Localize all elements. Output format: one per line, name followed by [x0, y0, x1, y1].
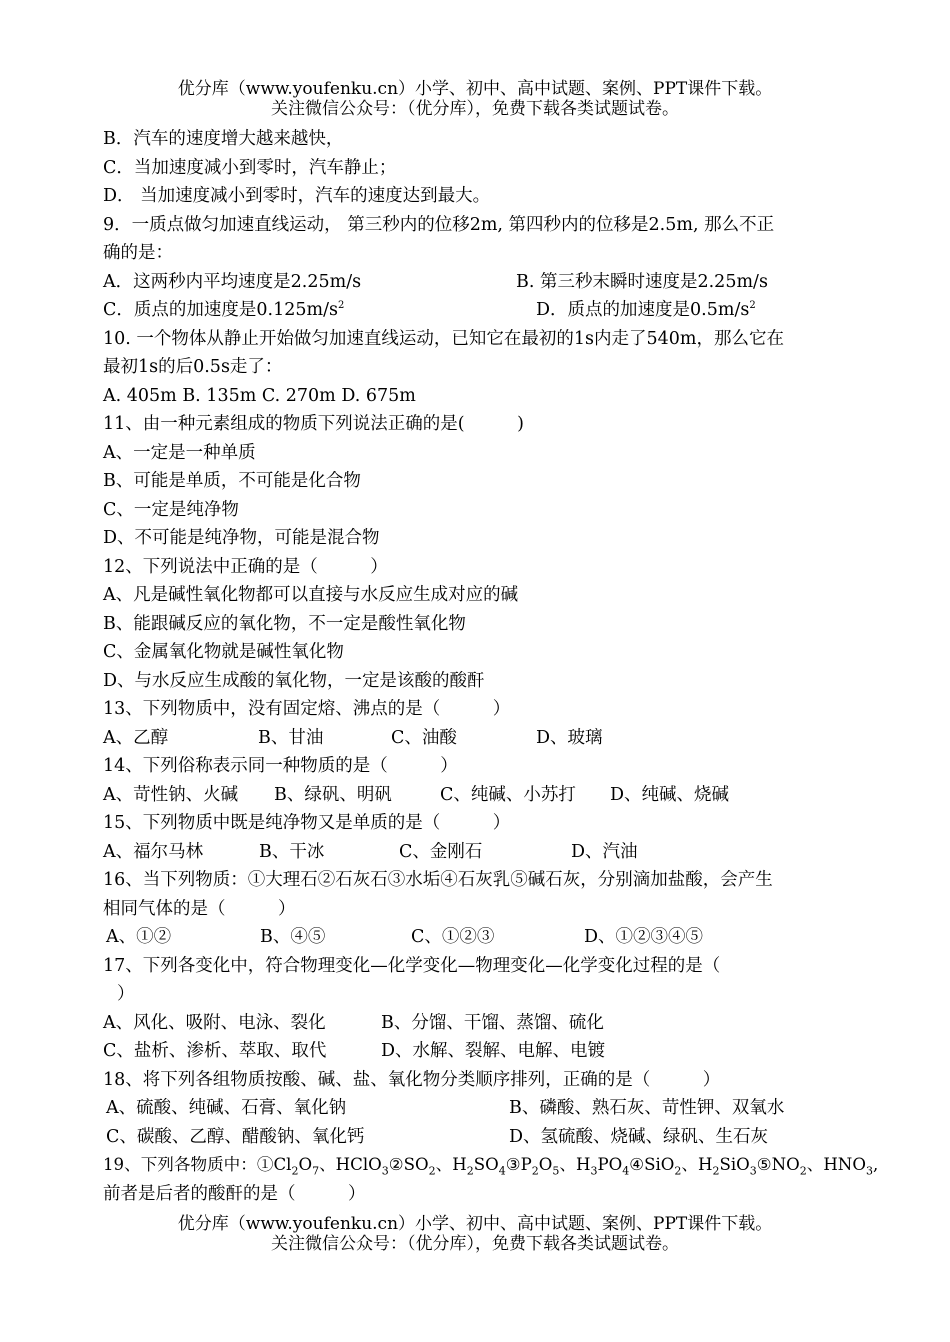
q18-stem: 18、将下列各组物质按酸、碱、盐、氧化物分类顺序排列，正确的是（ ）: [103, 1070, 721, 1090]
q19-formula-10: 、HNO: [806, 1155, 866, 1174]
q18-option-b: B、磷酸、熟石灰、苛性钾、双氧水: [509, 1098, 785, 1118]
q19-formula-4b: SO: [473, 1155, 499, 1174]
q14-option-c: C、纯碱、小苏打: [440, 785, 576, 805]
q12-stem: 12、下列说法中正确的是（ ）: [103, 557, 388, 577]
q10-stem-line1: 10. 一个物体从静止开始做匀加速直线运动，已知它在最初的1s内走了540m，那么它在: [103, 329, 785, 349]
q15-option-a: A、福尔马林: [103, 842, 204, 862]
q19-formula-4b-sub: 4: [498, 1164, 506, 1178]
q13-option-a: A、乙醇: [103, 728, 169, 748]
q19-formula-7-sub: 2: [674, 1164, 682, 1178]
q17-option-a: A、风化、吸附、电泳、裂化: [103, 1013, 326, 1033]
q19-formula-4: 、H: [435, 1155, 467, 1174]
q8-option-b: B．汽车的速度增大越来越快，: [103, 129, 344, 149]
q15-option-d: D、汽油: [571, 842, 638, 862]
q19-formula-4-sub: 2: [466, 1164, 474, 1178]
q16-option-b: B、④⑤: [260, 927, 326, 947]
q15-stem: 15、下列物质中既是纯净物又是单质的是（ ）: [103, 813, 511, 833]
q18-option-a: A、硫酸、纯碱、石膏、氧化钠: [106, 1098, 347, 1118]
q17-option-b: B、分馏、干馏、蒸馏、硫化: [381, 1013, 604, 1033]
q16-option-a: A、①②: [106, 927, 172, 947]
q19-formula-5-sub: 2: [531, 1164, 539, 1178]
q13-stem: 13、下列物质中，没有固定熔、沸点的是（ ）: [103, 699, 511, 719]
q16-option-d: D、①②③④⑤: [584, 927, 704, 947]
q19-formula-3: ②SO: [388, 1155, 429, 1174]
q14-stem: 14、下列俗称表示同一种物质的是（ ）: [103, 756, 458, 776]
q10-stem-line2: 最初1s的后0.5s走了：: [103, 357, 283, 377]
q19-formula-9: ⑤NO: [756, 1155, 800, 1174]
q18-option-d: D、氢硫酸、烧碱、绿矾、生石灰: [509, 1127, 769, 1147]
q12-option-c: C、金属氧化物就是碱性氧化物: [103, 642, 344, 662]
q11-option-d: D、不可能是纯净物，可能是混合物: [103, 528, 380, 548]
q19-lead: 19、下列各物质中：①: [103, 1155, 274, 1174]
q19-formula-2: 、HClO: [319, 1155, 382, 1174]
q19-formula-2-sub: 3: [381, 1164, 389, 1178]
q16-stem-line2: 相同气体的是（ ）: [103, 899, 296, 919]
q9-option-d-text: D．质点的加速度是0.5m/s: [536, 300, 750, 320]
q9-option-d: [536, 298, 756, 322]
q19-formula-10-sub: 3: [865, 1164, 873, 1178]
q14-option-a: A、苛性钠、火碱: [103, 785, 239, 805]
q19-formula-6: 、H: [559, 1155, 591, 1174]
q17-option-d: D、水解、裂解、电解、电镀: [381, 1041, 606, 1061]
q19-formula-6b: PO: [597, 1155, 623, 1174]
q19-formula-8b: SiO: [719, 1155, 750, 1174]
q13-option-c: C、油酸: [391, 728, 457, 748]
q19-formula-8-sub: 2: [712, 1164, 720, 1178]
q13-option-d: D、玻璃: [536, 728, 603, 748]
q19-stem-line2: 前者是后者的酸酐的是（ ）: [103, 1184, 366, 1204]
q14-option-b: B、绿矾、明矾: [274, 785, 392, 805]
q11-option-b: B、可能是单质，不可能是化合物: [103, 471, 361, 491]
q9-option-c-exponent: 2: [337, 300, 345, 312]
footer-site-line: 优分库（www.youfenku.cn）小学、初中、高中试题、案例、PPT课件下载。: [177, 1214, 773, 1234]
q9-option-c-text: C．质点的加速度是0.125m/s: [103, 300, 338, 320]
q17-stem-line1: 17、下列各变化中，符合物理变化—化学变化—物理变化—化学变化过程的是（: [103, 956, 721, 976]
q19-formula-5b: O: [538, 1155, 553, 1174]
q15-option-b: B、干冰: [259, 842, 325, 862]
q19-formula-5b-sub: 5: [552, 1164, 560, 1178]
q19-formula-1b: O: [298, 1155, 313, 1174]
q15-option-c: C、金刚石: [399, 842, 483, 862]
q12-option-a: A、凡是碱性氧化物都可以直接与水反应生成对应的碱: [103, 585, 519, 605]
q16-stem-line1: 16、当下列物质：①大理石②石灰石③水垢④石灰乳⑤碱石灰，分别滴加盐酸，会产生: [103, 870, 773, 890]
header-wechat-line: 关注微信公众号：（优分库），免费下载各类试题试卷。: [271, 99, 679, 119]
q9-option-a: A．这两秒内平均速度是2.25m/s: [103, 272, 362, 292]
q9-stem-line2: 确的是：: [103, 243, 173, 263]
q19-formula-7: ④SiO: [629, 1155, 675, 1174]
q19-formula-1-sub: 2: [291, 1164, 299, 1178]
q9-option-b: B. 第三秒末瞬时速度是2.25m/s: [516, 272, 768, 292]
q16-option-c: C、①②③: [411, 927, 495, 947]
q8-option-c: C．当加速度减小到零时，汽车静止；: [103, 158, 397, 178]
footer-wechat-line: 关注微信公众号：（优分库），免费下载各类试题试卷。: [271, 1234, 679, 1254]
q19-formula-8b-sub: 3: [749, 1164, 757, 1178]
q8-option-d: D． 当加速度减小到零时，汽车的速度达到最大。: [103, 186, 491, 206]
q9-option-d-exponent: 2: [749, 300, 756, 312]
q10-options: A. 405m B. 135m C. 270m D. 675m: [103, 386, 416, 406]
q9-stem-line1: 9．一质点做匀加速直线运动， 第三秒内的位移2m, 第四秒内的位移是2.5m, 那么不正: [103, 215, 775, 235]
header-site-line: 优分库（www.youfenku.cn）小学、初中、高中试题、案例、PPT课件下载。: [177, 79, 773, 99]
q19-formula-1: Cl: [273, 1155, 292, 1174]
q12-option-b: B、能跟碱反应的氧化物，不一定是酸性氧化物: [103, 614, 466, 634]
q19-formula-8: 、H: [681, 1155, 713, 1174]
q12-option-d: D、与水反应生成酸的氧化物，一定是该酸的酸酐: [103, 671, 485, 691]
q11-stem: 11、由一种元素组成的物质下列说法正确的是( ): [103, 414, 524, 434]
q9-option-c: [103, 298, 344, 322]
q19-formula-10b: ,: [872, 1155, 879, 1174]
q18-option-c: C、碳酸、乙醇、醋酸钠、氧化钙: [106, 1127, 365, 1147]
q19-formula-3-sub: 2: [428, 1164, 436, 1178]
q19-stem-line1: [103, 1153, 878, 1177]
q14-option-d: D、纯碱、烧碱: [610, 785, 730, 805]
q11-option-c: C、一定是纯净物: [103, 500, 239, 520]
q19-formula-9-sub: 2: [799, 1164, 807, 1178]
q19-formula-6-sub: 3: [590, 1164, 598, 1178]
q19-formula-6b-sub: 4: [622, 1164, 630, 1178]
q17-option-c: C、盐析、渗析、萃取、取代: [103, 1041, 327, 1061]
q19-formula-1b-sub: 7: [312, 1164, 320, 1178]
q13-option-b: B、甘油: [258, 728, 324, 748]
q11-option-a: A、一定是一种单质: [103, 443, 256, 463]
q19-formula-5: ③P: [505, 1155, 532, 1174]
q17-stem-line2: ）: [117, 984, 135, 1004]
